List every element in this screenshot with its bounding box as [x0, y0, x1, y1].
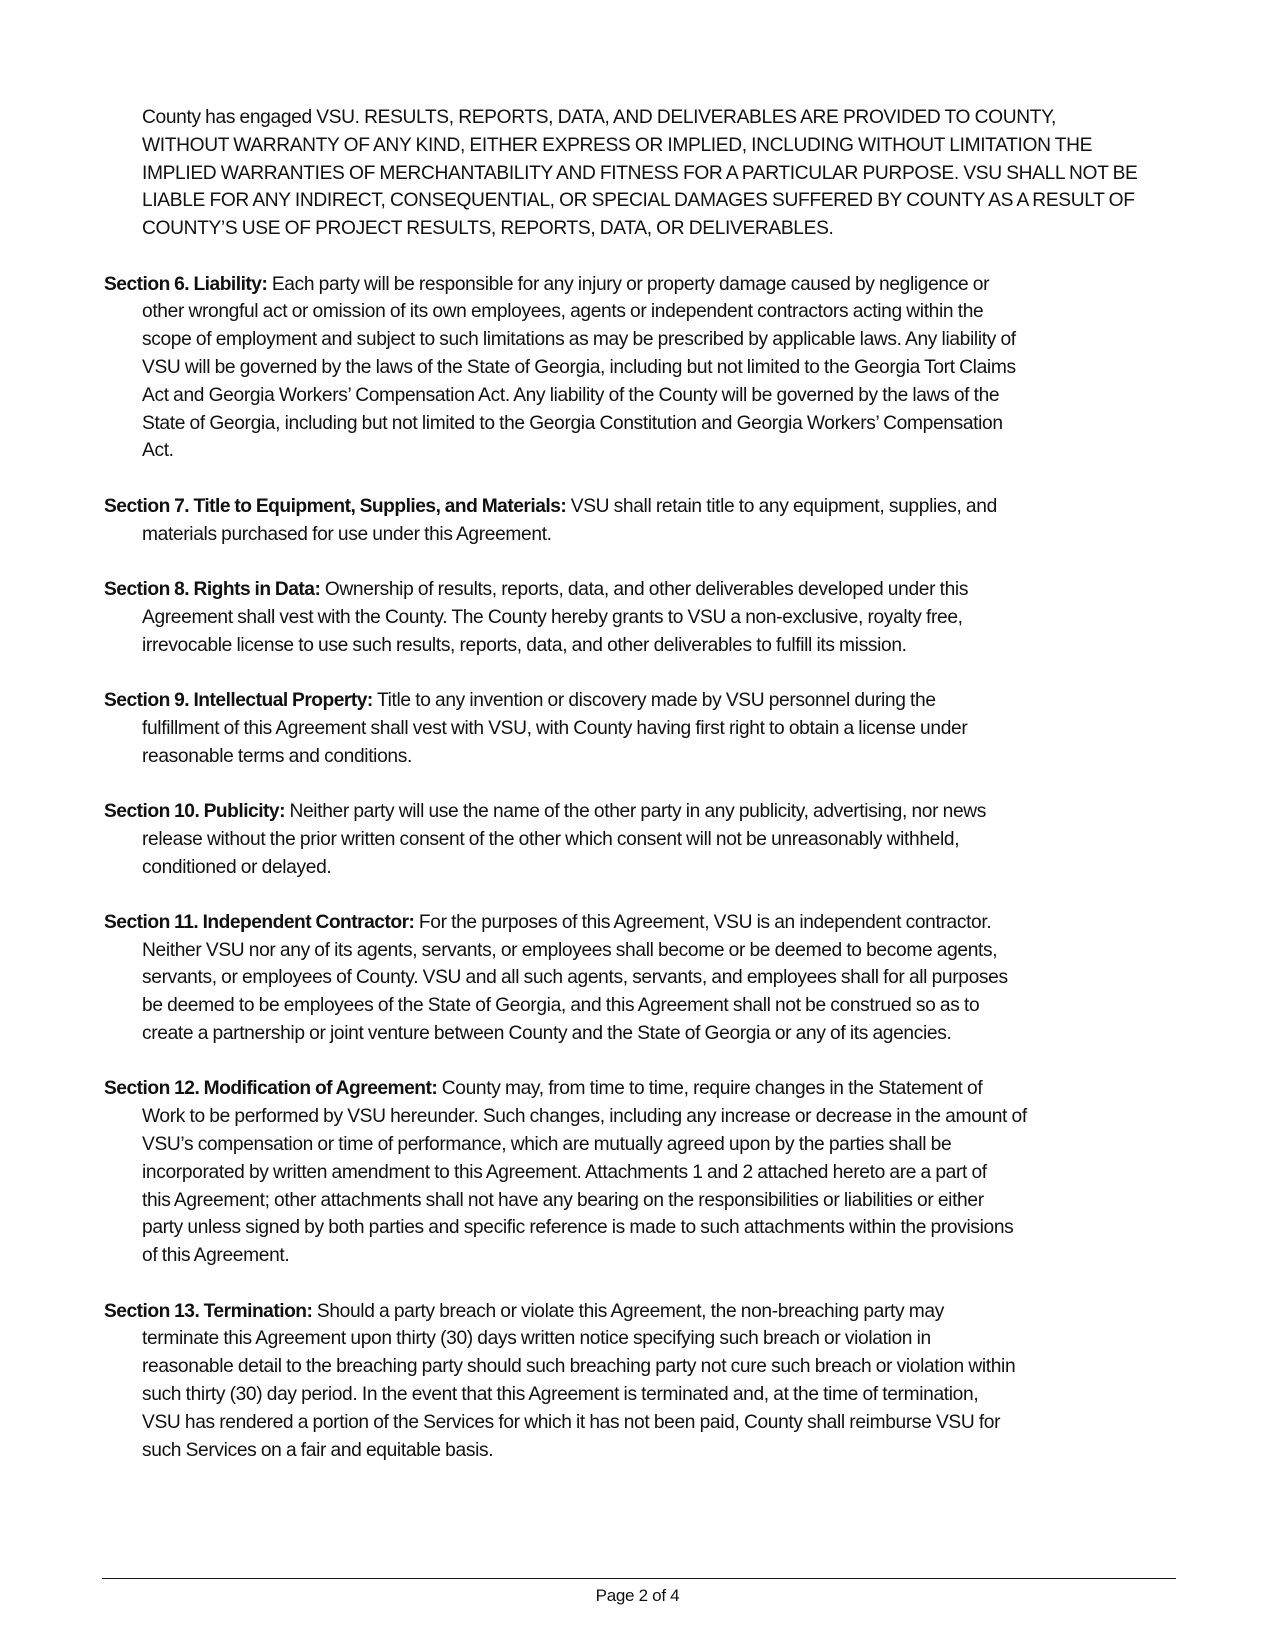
section-9-intellectual-property: [104, 687, 1179, 770]
section-heading: Section 7. Title to Equipment, Supplies, and Materials:: [104, 495, 567, 517]
paragraph-line: State of Georgia, including but not limited to the Georgia Constitution and Georgia Workers’ Compensation: [142, 412, 1003, 434]
section-heading: Section 13. Termination:: [104, 1300, 313, 1322]
section-text: Title to any invention or discovery made by VSU personnel during the: [372, 689, 936, 711]
paragraph-line: create a partnership or joint venture between County and the State of Georgia or any of its agencies.: [142, 1023, 952, 1045]
section-first-line: [104, 909, 1179, 937]
section-heading: Section 12. Modification of Agreement:: [104, 1078, 438, 1100]
section-first-line: [104, 1298, 1179, 1326]
section-11-independent-contractor: [104, 909, 1179, 1048]
section-8-rights-in-data: [104, 576, 1179, 659]
section-text: Should a party breach or violate this Agreement, the non-breaching party may: [312, 1300, 944, 1322]
paragraph-line: such Services on a fair and equitable basis.: [142, 1439, 494, 1461]
section-first-line: [104, 1075, 1179, 1103]
paragraph-line: VSU will be governed by the laws of the State of Georgia, including but not limited to the Georgia Tort Claims: [142, 356, 1016, 378]
section-text: Each party will be responsible for any injury or property damage caused by negligence or: [267, 273, 990, 295]
paragraph-line: reasonable detail to the breaching party should such breaching party not cure such breach or violation within: [142, 1356, 1016, 1378]
paragraph-line: conditioned or delayed.: [142, 856, 332, 878]
section-first-line: [104, 493, 1179, 521]
paragraph-line: Work to be performed by VSU hereunder. Such changes, including any increase or decrease in the amount of: [142, 1106, 1027, 1128]
section-10-publicity: [104, 798, 1179, 881]
section-7-title-to-equipment: [104, 493, 1179, 549]
section-first-line: [104, 687, 1179, 715]
paragraph-line: release without the prior written consent of the other which consent will not be unreasonably withheld,: [142, 828, 960, 850]
section-text: Ownership of results, reports, data, and other deliverables developed under this: [320, 578, 969, 600]
section-text: For the purposes of this Agreement, VSU is an independent contractor.: [414, 911, 992, 933]
section-text: VSU shall retain title to any equipment, supplies, and: [566, 495, 997, 517]
section-heading: Section 8. Rights in Data:: [104, 578, 321, 600]
section-first-line: [104, 798, 1179, 826]
paragraph-line: Agreement shall vest with the County. The County hereby grants to VSU a non-exclusive, royalty free,: [142, 606, 963, 628]
paragraph-line: LIABLE FOR ANY INDIRECT, CONSEQUENTIAL, OR SPECIAL DAMAGES SUFFERED BY COUNTY AS A RESULT OF: [142, 190, 1135, 212]
paragraph-line: Neither VSU nor any of its agents, servants, or employees shall become or be deemed to become agents,: [142, 939, 998, 961]
paragraph-line: party unless signed by both parties and specific reference is made to such attachments within the provisions: [142, 1217, 1014, 1239]
paragraph-line: this Agreement; other attachments shall not have any bearing on the responsibilities or liabilities or either: [142, 1189, 984, 1211]
paragraph-line: County has engaged VSU. RESULTS, REPORTS, DATA, AND DELIVERABLES ARE PROVIDED TO COUNTY,: [142, 107, 1057, 128]
paragraph-line: other wrongful act or omission of its own employees, agents or independent contractors acting within the: [142, 301, 984, 323]
paragraph-line: servants, or employees of County. VSU and all such agents, servants, and employees shall for all purposes: [142, 967, 1008, 989]
section-text: County may, from time to time, require changes in the Statement of: [437, 1078, 983, 1100]
paragraph-line: WITHOUT WARRANTY OF ANY KIND, EITHER EXPRESS OR IMPLIED, INCLUDING WITHOUT LIMITATION THE: [142, 134, 1093, 156]
paragraph-line: such thirty (30) day period. In the event that this Agreement is terminated and, at the time of termination,: [142, 1384, 979, 1406]
section-text: Neither party will use the name of the other party in any publicity, advertising, nor news: [285, 800, 987, 822]
paragraph-line: IMPLIED WARRANTIES OF MERCHANTABILITY AND FITNESS FOR A PARTICULAR PURPOSE. VSU SHALL NOT BE: [142, 162, 1138, 184]
document-body: [104, 104, 1179, 1464]
section-13-termination: [104, 1298, 1179, 1465]
section-heading: Section 10. Publicity:: [104, 800, 285, 822]
paragraph-line: be deemed to be employees of the State of Georgia, and this Agreement shall not be construed so as to: [142, 995, 980, 1017]
warranty-disclaimer-paragraph: [104, 104, 1179, 243]
paragraph-line: reasonable terms and conditions.: [142, 745, 412, 767]
paragraph-line: scope of employment and subject to such limitations as may be prescribed by applicable laws. Any liability of: [142, 329, 1016, 351]
page-number: Page 2 of 4: [595, 1586, 680, 1605]
paragraph-line: irrevocable license to use such results, reports, data, and other deliverables to fulfill its mission.: [142, 634, 907, 656]
section-heading: Section 11. Independent Contractor:: [104, 911, 415, 933]
paragraph-line: COUNTY’S USE OF PROJECT RESULTS, REPORTS, DATA, OR DELIVERABLES.: [142, 218, 834, 240]
section-first-line: [104, 271, 1179, 299]
paragraph-line: materials purchased for use under this Agreement.: [142, 523, 552, 545]
section-6-liability: [104, 271, 1179, 466]
section-12-modification-of-agreement: [104, 1075, 1179, 1270]
footer-divider: [102, 1578, 1176, 1579]
paragraph-line: fulfillment of this Agreement shall vest with VSU, with County having first right to obtain a license under: [142, 717, 968, 739]
paragraph-line: of this Agreement.: [142, 1245, 290, 1267]
paragraph-line: terminate this Agreement upon thirty (30) days written notice specifying such breach or violation in: [142, 1328, 931, 1350]
section-heading: Section 6. Liability:: [104, 273, 268, 295]
section-first-line: [104, 576, 1179, 604]
paragraph-line: VSU’s compensation or time of performance, which are mutually agreed upon by the parties shall be: [142, 1134, 952, 1156]
paragraph-line: Act and Georgia Workers’ Compensation Act. Any liability of the County will be governed by the laws of the: [142, 384, 1000, 406]
paragraph-line: incorporated by written amendment to this Agreement. Attachments 1 and 2 attached hereto are a part of: [142, 1161, 987, 1183]
paragraph-line: Act.: [142, 440, 174, 462]
paragraph-line: VSU has rendered a portion of the Services for which it has not been paid, County shall reimburse VSU for: [142, 1411, 1001, 1433]
section-heading: Section 9. Intellectual Property:: [104, 689, 373, 711]
